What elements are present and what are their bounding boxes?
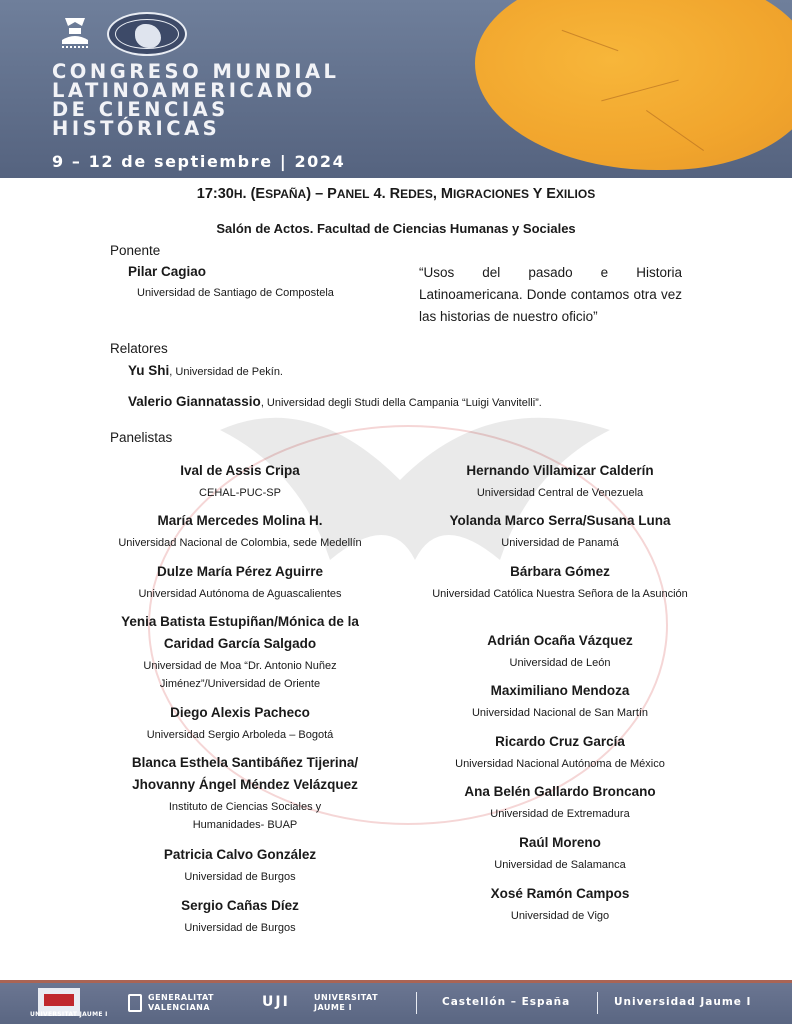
america-map-illustration <box>475 0 792 170</box>
uji-word2: JAUME I <box>314 1003 353 1012</box>
congress-dates: 9 – 12 de septiembre | 2024 <box>52 152 346 171</box>
panelist-affiliation: Universidad Central de Venezuela <box>476 487 644 499</box>
congress-emblem-icon <box>60 14 90 50</box>
title-line: DE CIENCIAS <box>52 98 229 121</box>
panelist-entry <box>425 680 695 722</box>
panelist-name: Yenia Batista Estupiñan/Mónica de la Caridad García Salgado <box>121 614 359 651</box>
panelist-name: Diego Alexis Pacheco <box>170 705 310 720</box>
relator-name: Valerio Giannatassio <box>128 394 261 409</box>
panelist-entry <box>425 832 695 874</box>
generalitat-logo-icon <box>128 994 142 1012</box>
footer-university: Universidad Jaume I <box>614 996 752 1008</box>
panelist-affiliation: Universidad Nacional de San Martín <box>471 707 649 719</box>
panelist-entry <box>425 781 695 823</box>
header-banner <box>0 0 792 178</box>
panelist-entry <box>105 460 375 502</box>
ponente-label: Ponente <box>110 243 161 258</box>
panelist-affiliation: Universidad Nacional de Colombia, sede Medellín <box>118 537 362 549</box>
panelist-affiliation: Universidad Católica Nuestra Señora de la Asunción <box>432 588 688 600</box>
generalitat-line2: VALENCIANA <box>148 1003 211 1012</box>
panelist-affiliation: Universidad Sergio Arboleda – Bogotá <box>146 729 334 741</box>
panelist-affiliation: Instituto de Ciencias Sociales y Humanidades- BUAP <box>168 801 322 831</box>
panelist-entry <box>425 731 695 773</box>
panelist-name: María Mercedes Molina H. <box>157 513 323 528</box>
panelist-name: Xosé Ramón Campos <box>490 886 630 901</box>
title-line: LATINOAMERICANO <box>52 79 316 102</box>
session-venue: Salón de Actos. Facultad de Ciencias Humanas y Sociales <box>216 221 576 236</box>
panelist-entry <box>425 883 695 925</box>
panelist-entry <box>425 630 695 672</box>
uji-seal-caption: UNIVERSITAT JAUME I <box>30 1011 108 1018</box>
panelist-affiliation: Universidad de Moa “Dr. Antonio Nuñez Jiménez”/Universidad de Oriente <box>143 660 337 690</box>
congress-title <box>52 62 339 138</box>
ponente-name: Pilar Cagiao <box>128 264 207 279</box>
footer-location: Castellón – España <box>442 996 571 1008</box>
panelistas-label: Panelistas <box>110 430 173 445</box>
relator-name: Yu Shi <box>128 363 170 378</box>
panelist-name: Raúl Moreno <box>519 835 601 850</box>
panelist-affiliation: Universidad de Salamanca <box>494 859 626 871</box>
globe-logo-icon <box>107 12 187 56</box>
title-line: CONGRESO MUNDIAL <box>52 60 340 83</box>
panelist-entry <box>425 460 695 502</box>
panelist-name: Dulze María Pérez Aguirre <box>156 564 324 579</box>
footer-bar <box>0 980 792 1024</box>
panelist-affiliation: CEHAL-PUC-SP <box>199 487 281 499</box>
footer-divider <box>597 992 598 1014</box>
relator-affiliation: , Universidad de Pekín. <box>169 366 283 378</box>
panelist-affiliation: Universidad de Panamá <box>501 537 619 549</box>
talk-title: “Usos del pasado e Historia Latinoamericana. Donde contamos otra vez las historias de nuestro oficio” <box>419 265 682 324</box>
panelist-affiliation: Universidad de Burgos <box>184 922 296 934</box>
relator-affiliation: , Universidad degli Studi della Campania “Luigi Vanvitelli”. <box>260 397 542 409</box>
relator-item <box>128 363 283 378</box>
title-line: HISTÓRICAS <box>52 117 221 140</box>
panelist-entry <box>425 561 695 603</box>
ponente-affiliation: Universidad de Santiago de Compostela <box>137 287 334 299</box>
panelist-name: Maximiliano Mendoza <box>490 683 630 698</box>
panelist-name: Adrián Ocaña Vázquez <box>487 633 633 648</box>
panelist-entry <box>105 510 375 552</box>
panelist-name: Ricardo Cruz García <box>495 734 625 749</box>
panelist-affiliation: Universidad de Extremadura <box>490 808 630 820</box>
panelist-name: Sergio Cañas Díez <box>181 898 299 913</box>
panelist-entry <box>105 561 375 603</box>
relatores-label: Relatores <box>110 341 168 356</box>
uji-word1: UNIVERSITAT <box>314 993 379 1002</box>
panelist-affiliation: Universidad de León <box>509 657 611 669</box>
panelist-name: Hernando Villamizar Calderín <box>466 463 654 478</box>
panelist-entry <box>115 752 375 834</box>
panelist-entry <box>110 611 370 693</box>
panelist-name: Ana Belén Gallardo Broncano <box>464 784 656 799</box>
uji-mark: UJI <box>262 994 290 1010</box>
panelist-affiliation: Universidad Autónoma de Aguascalientes <box>138 588 342 600</box>
panelist-entry <box>105 702 375 744</box>
panelist-affiliation: Universidad Nacional Autónoma de México <box>455 758 665 770</box>
panelist-name: Blanca Esthela Santibáñez Tijerina/ Jhovanny Ángel Méndez Velázquez <box>131 755 359 792</box>
footer-stripe <box>0 980 792 983</box>
panelist-name: Bárbara Gómez <box>510 564 610 579</box>
panelist-entry <box>425 510 695 552</box>
panelist-affiliation: Universidad de Vigo <box>510 910 610 922</box>
panelist-name: Yolanda Marco Serra/Susana Luna <box>449 513 671 528</box>
session-title: 17:30H. (ESPAÑA) – PANEL 4. REDES, MIGRACIONES Y EXILIOS <box>196 186 596 202</box>
panelist-entry <box>105 895 375 937</box>
panelist-name: Ival de Assis Cripa <box>180 463 300 478</box>
generalitat-line1: GENERALITAT <box>148 993 214 1002</box>
relator-item <box>128 394 542 409</box>
panelist-name: Patricia Calvo González <box>163 847 317 862</box>
panelist-entry <box>105 844 375 886</box>
panelist-affiliation: Universidad de Burgos <box>184 871 296 883</box>
footer-divider <box>416 992 417 1014</box>
